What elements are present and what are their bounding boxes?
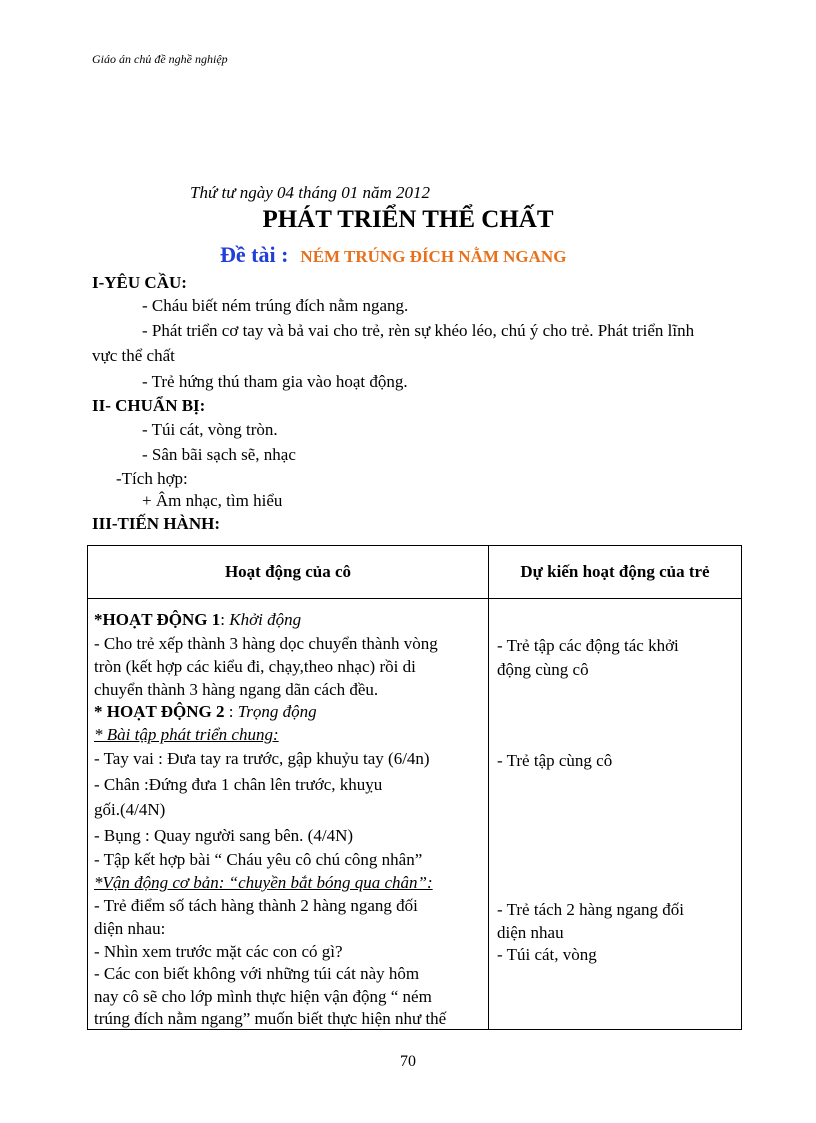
section1-line: - Phát triển cơ tay và bả vai cho trẻ, rèn sự khéo léo, chú ý cho trẻ. Phát triển lĩnh (142, 321, 695, 340)
section2-line: - Sân bãi sạch sẽ, nhạc (142, 445, 296, 464)
children-line: - Trẻ tập các động tác khởi (497, 636, 679, 655)
teacher-line: tròn (kết hợp các kiểu đi, chạy,theo nhạc) rồi di (94, 657, 416, 676)
section2-line: -Tích hợp: (116, 469, 188, 488)
topic-value: NÉM TRÚNG ĐÍCH NẰM NGANG (300, 247, 567, 266)
table-row (88, 599, 742, 1030)
section1-heading: I-YÊU CẦU: (92, 273, 187, 292)
topic-label: Đề tài : (220, 242, 289, 267)
children-line: - Trẻ tách 2 hàng ngang đối (497, 900, 684, 919)
children-line: diện nhau (497, 923, 564, 942)
topic-line (220, 242, 566, 268)
exercise-heading: * Bài tập phát triển chung: (94, 725, 279, 744)
activity-table (87, 545, 742, 1030)
page-title: PHÁT TRIỂN THỂ CHẤT (262, 206, 554, 233)
main-movement-heading: *Vận động cơ bản: “chuyền bắt bóng qua chân”: (94, 873, 433, 892)
date-line: Thứ tư ngày 04 tháng 01 năm 2012 (190, 183, 431, 202)
table-header-row (88, 546, 742, 599)
section1-line: vực thể chất (92, 346, 175, 365)
hd1-name: Khởi động (229, 610, 302, 629)
teacher-line: diện nhau: (94, 919, 166, 938)
children-line: - Trẻ tập cùng cô (497, 751, 613, 770)
teacher-activity-cell (88, 599, 489, 1030)
page-number: 70 (400, 1053, 416, 1070)
teacher-line: - Nhìn xem trước mặt các con có gì? (94, 942, 343, 961)
teacher-line: - Cho trẻ xếp thành 3 hàng dọc chuyển thành vòng (94, 634, 438, 653)
section2-line: - Túi cát, vòng tròn. (142, 420, 278, 439)
hd1-heading (94, 610, 301, 630)
teacher-line: - Tay vai : Đưa tay ra trước, gập khuỷu tay (6/4n) (94, 749, 430, 768)
table-header-children: Dự kiến hoạt động của trẻ (489, 546, 742, 599)
teacher-line: - Chân :Đứng đưa 1 chân lên trước, khuỵu (94, 775, 383, 794)
hd1-colon: : (220, 610, 230, 629)
teacher-line: - Trẻ điểm số tách hàng thành 2 hàng ngang đối (94, 896, 418, 915)
teacher-line: nay cô sẽ cho lớp mình thực hiện vận động “ ném (94, 987, 432, 1006)
section1-line: - Trẻ hứng thú tham gia vào hoạt động. (142, 372, 408, 391)
section3-heading: III-TIẾN HÀNH: (92, 514, 220, 533)
teacher-line: - Tập kết hợp bài “ Cháu yêu cô chú công nhân” (94, 850, 423, 869)
hd2-label: * HOẠT ĐỘNG 2 (94, 702, 225, 721)
teacher-line: - Bụng : Quay người sang bên. (4/4N) (94, 826, 354, 845)
header-note: Giáo án chủ đề nghề nghiệp (92, 52, 228, 66)
children-line: - Túi cát, vòng (497, 945, 597, 964)
children-line: động cùng cô (497, 660, 589, 679)
hd2-colon: : (224, 702, 238, 721)
teacher-line: chuyển thành 3 hàng ngang dãn cách đều. (94, 680, 379, 699)
section2-line: + Âm nhạc, tìm hiểu (142, 491, 283, 510)
hd2-heading (94, 702, 317, 722)
teacher-line: trúng đích nằm ngang” muốn biết thực hiện như thế (94, 1009, 447, 1028)
section1-line: - Cháu biết ném trúng đích nằm ngang. (142, 296, 409, 315)
hd2-name: Trọng động (237, 702, 317, 721)
hd1-label: *HOẠT ĐỘNG 1 (94, 610, 221, 629)
section2-heading: II- CHUẨN BỊ: (92, 396, 206, 415)
table-header-teacher: Hoạt động của cô (88, 546, 489, 599)
teacher-line: gối.(4/4N) (94, 800, 166, 819)
teacher-line: - Các con biết không với những túi cát này hôm (94, 964, 420, 983)
children-activity-cell (489, 599, 742, 1030)
